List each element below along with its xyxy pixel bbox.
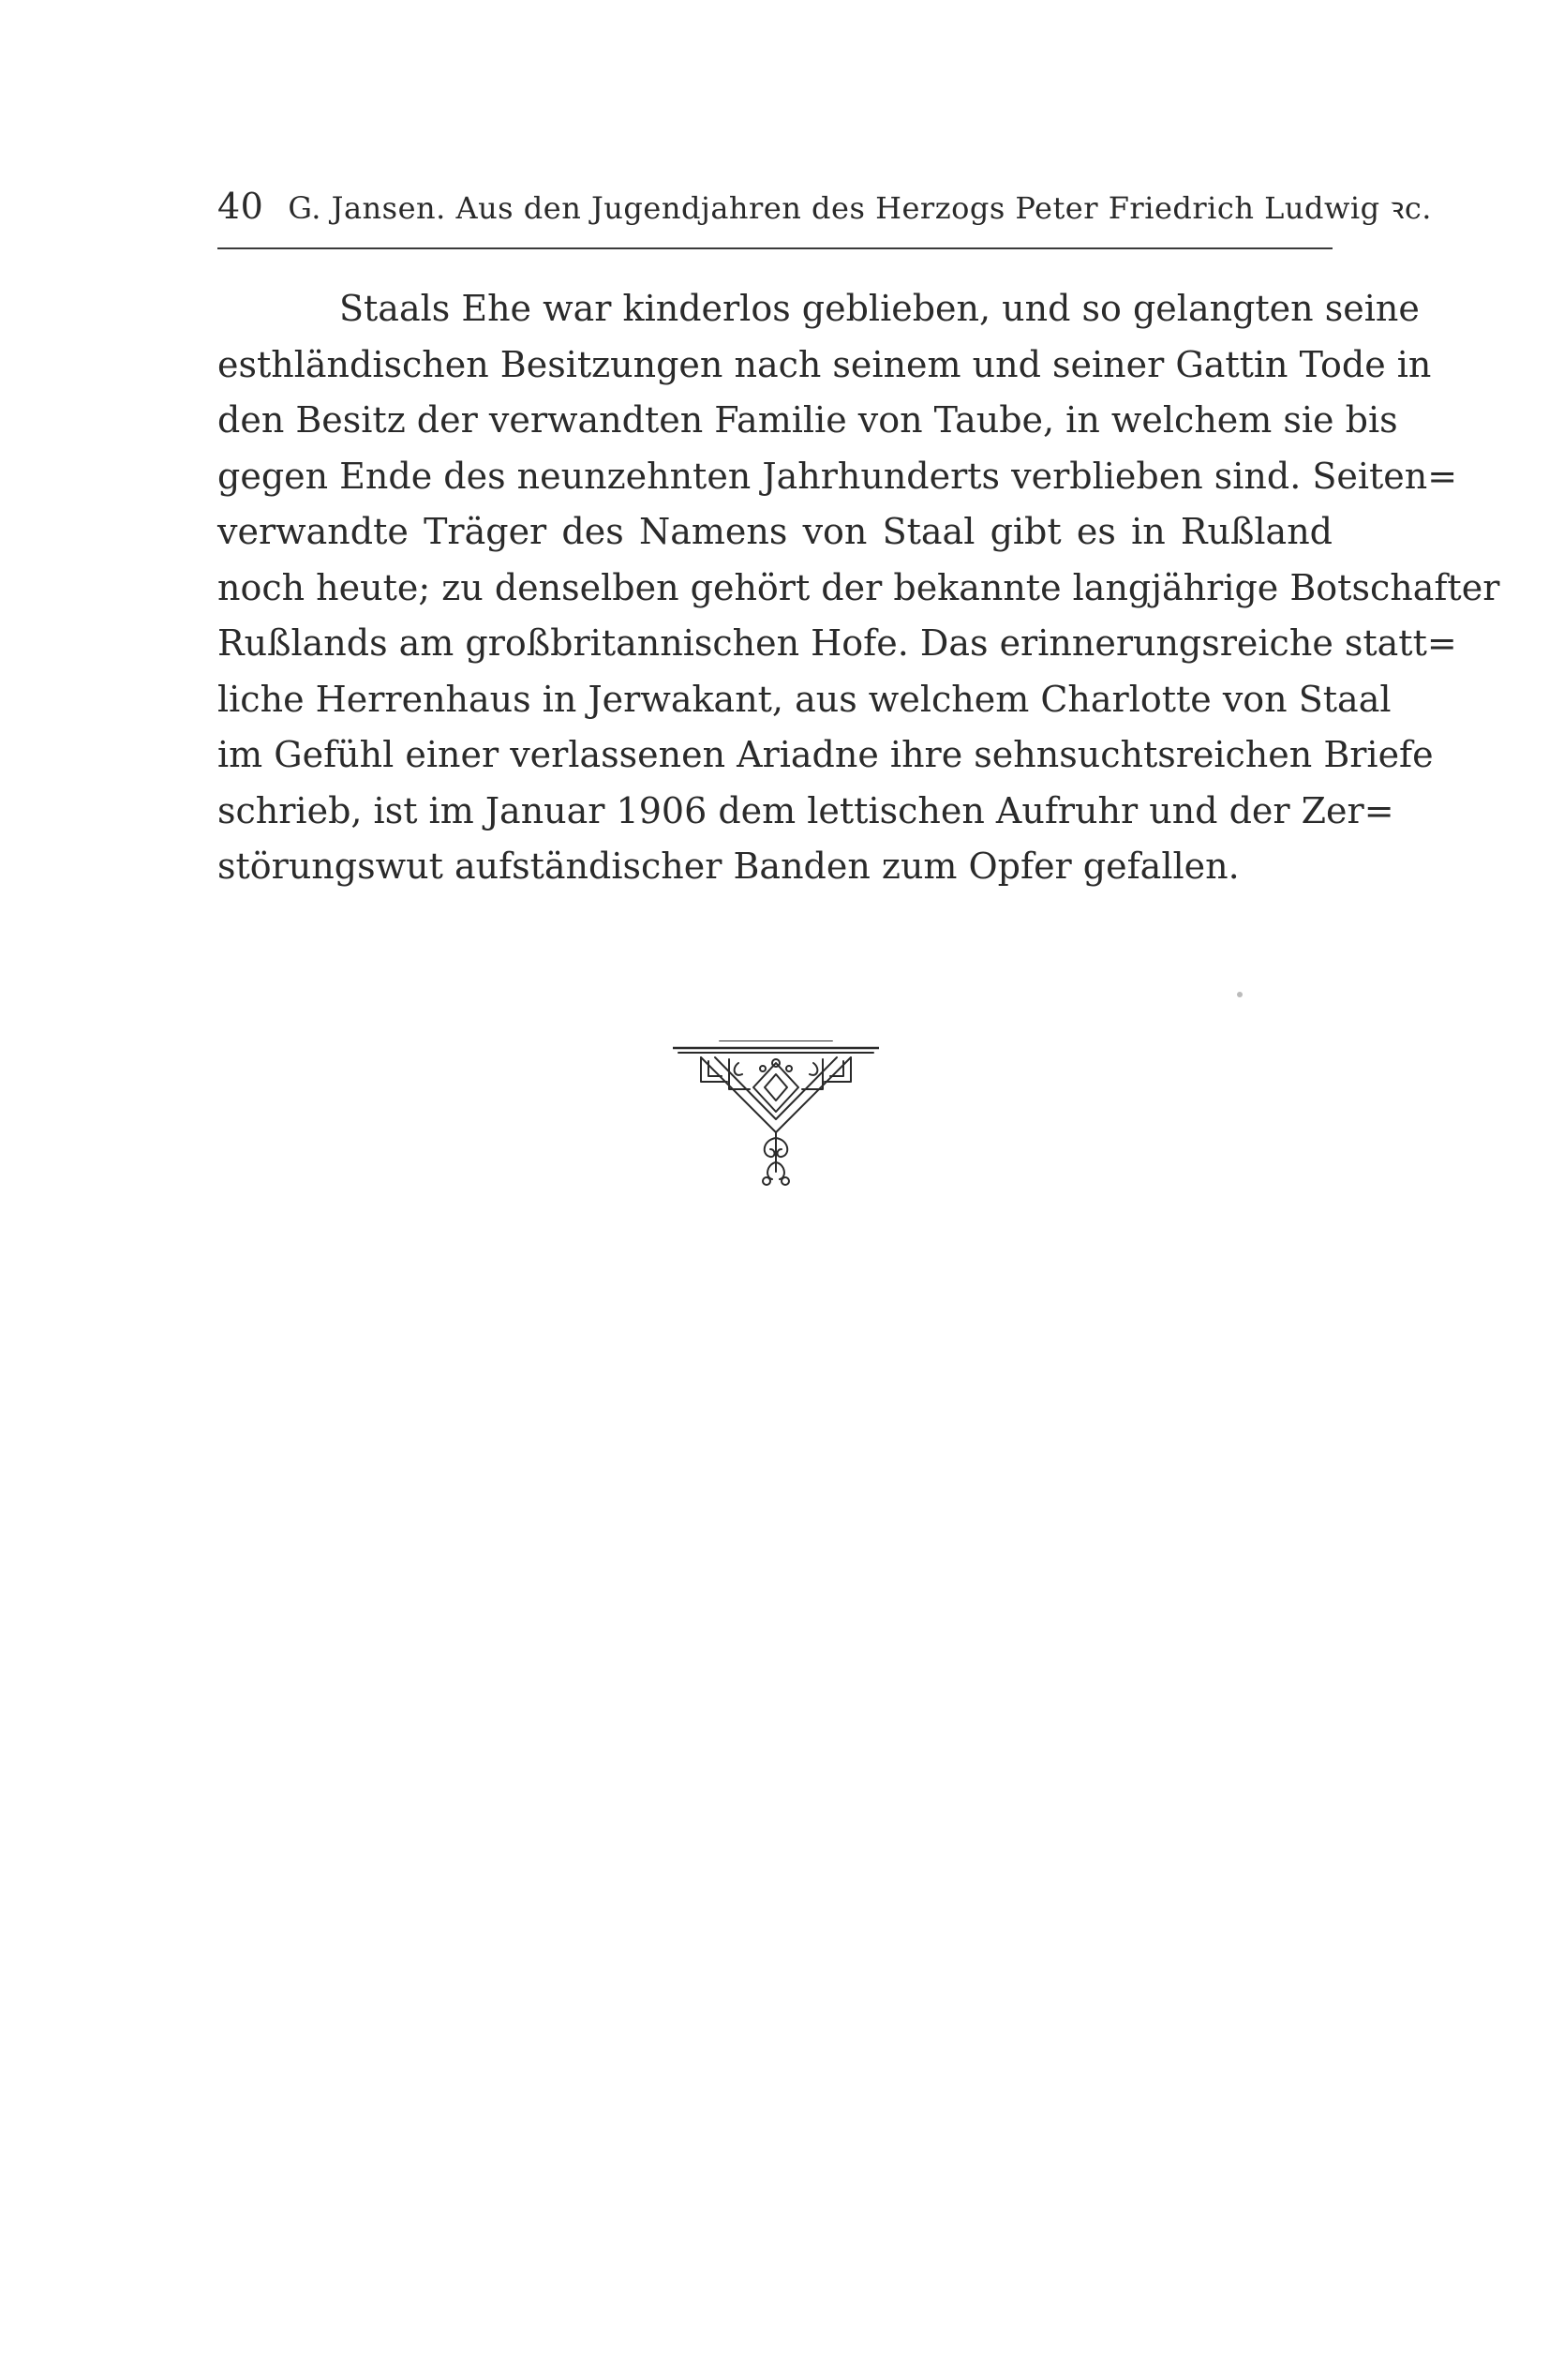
text-line: liche Herrenhaus in Jerwakant, aus welchem Charlotte von Staal <box>217 678 1392 720</box>
page-number: 40 <box>217 186 264 227</box>
vignette-ornament-icon <box>673 1040 879 1190</box>
text-line: Staals Ehe war kinderlos geblieben, und so gelangten seine <box>339 288 1420 329</box>
body-paragraph <box>217 281 1500 895</box>
paper-speck <box>1237 992 1243 997</box>
running-head-title: G. Jansen. Aus den Jugendjahren des Herzogs Peter Friedrich Ludwig ꝛc. <box>288 190 1432 226</box>
text-line: im Gefühl einer verlassenen Ariadne ihre sehnsuchtsreichen Briefe <box>217 734 1434 775</box>
running-header <box>217 186 1432 238</box>
text-line: störungswut aufständischer Banden zum Opfer gefallen. <box>217 846 1240 887</box>
text-line: esthländischen Besitzungen nach seinem und seiner Gattin Tode in <box>217 343 1432 385</box>
text-line: verwandte Träger des Namens von Staal gibt es in Rußland <box>217 511 1333 552</box>
text-line: Rußlands am großbritannischen Hofe. Das erinnerungsreiche statt= <box>217 622 1457 664</box>
text-line: gegen Ende des neunzehnten Jahrhunderts verblieben sind. Seiten= <box>217 455 1458 497</box>
text-line: noch heute; zu denselben gehört der bekannte langjährige Botschafter <box>217 566 1500 608</box>
text-line: den Besitz der verwandten Familie von Taube, in welchem sie bis <box>217 399 1398 441</box>
header-rule <box>217 247 1333 249</box>
text-line: schrieb, ist im Januar 1906 dem lettischen Aufruhr und der Zer= <box>217 789 1394 831</box>
